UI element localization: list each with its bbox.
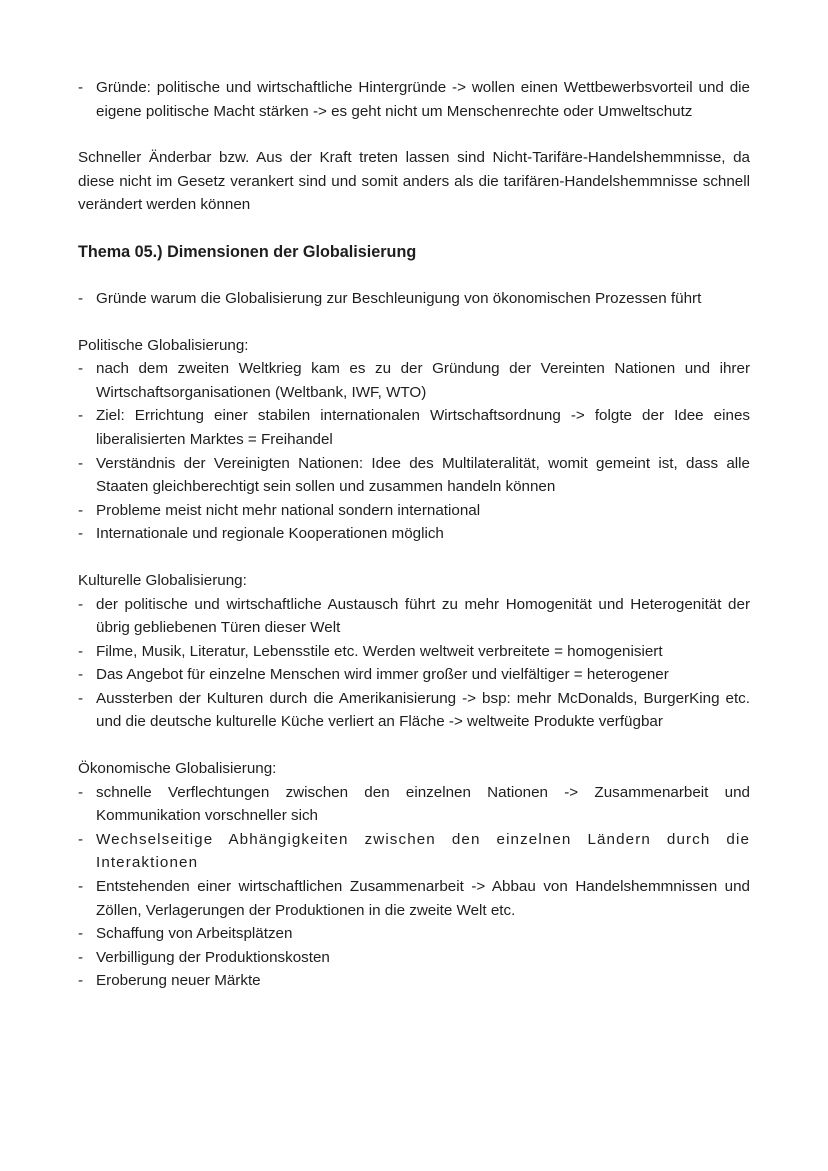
heading-list: [78, 287, 750, 311]
list-item-text: Das Angebot für einzelne Menschen wird immer großer und vielfältiger = heterogener: [96, 666, 669, 684]
list-item: - Verbilligung der Produktionskosten: [78, 948, 330, 966]
list-item-text: Verbilligung der Produktionskosten: [96, 948, 330, 966]
list-item-text: Eroberung neuer Märkte: [96, 972, 261, 990]
oekonomisch-list: [78, 781, 750, 993]
section-label-oekonomisch: Ökonomische Globalisierung:: [78, 760, 277, 778]
list-item: - Das Angebot für einzelne Menschen wird immer großer und vielfältiger = heterogener: [78, 666, 669, 684]
kulturell-list: [78, 593, 750, 735]
list-item-text: Entstehenden einer wirtschaftlichen Zusammenarbeit -> Abbau von Handelshemmnissen und Zöllen, Verlagerungen der Produktionen in die zweite Welt etc.: [96, 878, 750, 919]
list-item-text: Aussterben der Kulturen durch die Amerikanisierung -> bsp: mehr McDonalds, BurgerKing etc. und die deutsche kulturelle Küche verliert an Fläche -> weltweite Produkte verfügbar: [96, 689, 750, 731]
list-item-text: Schaffung von Arbeitsplätzen: [96, 925, 293, 943]
paragraph: Schneller Änderbar bzw. Aus der Kraft treten lassen sind Nicht-Tarifäre-Handelshemmnisse, da diese nicht im Gesetz verankert sind und somit anders als die tarifären-Handelshemmnisse schnell verändert werden können: [78, 149, 750, 214]
list-item-text: Gründe: politische und wirtschaftliche Hintergründe -> wollen einen Wettbewerbsvorteil und die eigene politische Macht stärken -> es geht nicht um Menschenrechte oder Umweltschutz: [96, 79, 750, 120]
list-item-text: Ziel: Errichtung einer stabilen internationalen Wirtschaftsordnung -> folgte der Idee eines liberalisierten Marktes = Freihandel: [96, 407, 750, 448]
list-item-text: nach dem zweiten Weltkrieg kam es zu der Gründung der Vereinten Nationen und ihrer Wirtschaftsorganisationen (Weltbank, IWF, WTO): [96, 360, 750, 401]
intro-list: [78, 76, 750, 123]
section-label-politisch: Politische Globalisierung:: [78, 336, 249, 354]
list-item: - Filme, Musik, Literatur, Lebensstile etc. Werden weltweit verbreitete = homogenisiert: [78, 642, 663, 660]
list-item: - Internationale und regionale Kooperationen möglich: [78, 525, 444, 543]
list-item-text: Probleme meist nicht mehr national sondern international: [96, 501, 481, 519]
list-item: - Aussterben der Kulturen durch die Amerikanisierung -> bsp: mehr McDonalds, BurgerKing etc. und die deutsche kulturelle Küche verliert an Fläche -> weltweite Produkte verfügbar: [78, 689, 750, 731]
list-item: - Eroberung neuer Märkte: [78, 972, 261, 990]
list-item-text: Verständnis der Vereinigten Nationen: Idee des Multilateralität, womit gemeint ist, dass alle Staaten gleichberechtigt sein sollen und zusammen handeln können: [96, 454, 750, 496]
list-item-text: schnelle Verflechtungen zwischen den einzelnen Nationen -> Zusammenarbeit und Kommunikation vorschneller sich: [96, 783, 750, 825]
list-item: - Wechselseitige Abhängigkeiten zwischen den einzelnen Ländern durch die Interaktionen: [78, 830, 750, 872]
politisch-list: [78, 357, 750, 546]
section-heading: Thema 05.) Dimensionen der Globalisierung: [78, 242, 417, 261]
list-item-text: Wechselseitige Abhängigkeiten zwischen den einzelnen Ländern durch die Interaktionen: [96, 830, 750, 872]
list-item-text: Gründe warum die Globalisierung zur Beschleunigung von ökonomischen Prozessen führt: [96, 289, 702, 307]
list-item: - Entstehenden einer wirtschaftlichen Zusammenarbeit -> Abbau von Handelshemmnissen und Zöllen, Verlagerungen der Produktionen in die zweite Welt etc.: [78, 878, 750, 919]
list-item: - Ziel: Errichtung einer stabilen internationalen Wirtschaftsordnung -> folgte der Idee eines liberalisierten Marktes = Freihandel: [78, 407, 750, 448]
list-item: - Schaffung von Arbeitsplätzen: [78, 925, 293, 943]
list-item: - der politische und wirtschaftliche Austausch führt zu mehr Homogenität und Heterogenität der übrig gebliebenen Türen dieser Welt: [78, 595, 750, 637]
list-item-text: Filme, Musik, Literatur, Lebensstile etc. Werden weltweit verbreitete = homogenisiert: [96, 642, 663, 660]
section-label-kulturell: Kulturelle Globalisierung:: [78, 571, 247, 589]
list-item: - Gründe warum die Globalisierung zur Beschleunigung von ökonomischen Prozessen führt: [78, 289, 702, 307]
list-item-text: Internationale und regionale Kooperationen möglich: [96, 525, 444, 543]
list-item: - Verständnis der Vereinigten Nationen: Idee des Multilateralität, womit gemeint ist, dass alle Staaten gleichberechtigt sein sollen und zusammen handeln können: [78, 454, 750, 496]
list-item: - nach dem zweiten Weltkrieg kam es zu der Gründung der Vereinten Nationen und ihrer Wirtschaftsorganisationen (Weltbank, IWF, WTO): [78, 360, 750, 401]
list-item-text: der politische und wirtschaftliche Austausch führt zu mehr Homogenität und Heterogenität der übrig gebliebenen Türen dieser Welt: [96, 595, 750, 637]
document-page: [78, 76, 750, 993]
list-item: - Probleme meist nicht mehr national sondern international: [78, 501, 481, 519]
list-item: - schnelle Verflechtungen zwischen den einzelnen Nationen -> Zusammenarbeit und Kommunikation vorschneller sich: [78, 783, 750, 825]
list-item: - Gründe: politische und wirtschaftliche Hintergründe -> wollen einen Wettbewerbsvorteil und die eigene politische Macht stärken -> es geht nicht um Menschenrechte oder Umweltschutz: [78, 79, 750, 120]
